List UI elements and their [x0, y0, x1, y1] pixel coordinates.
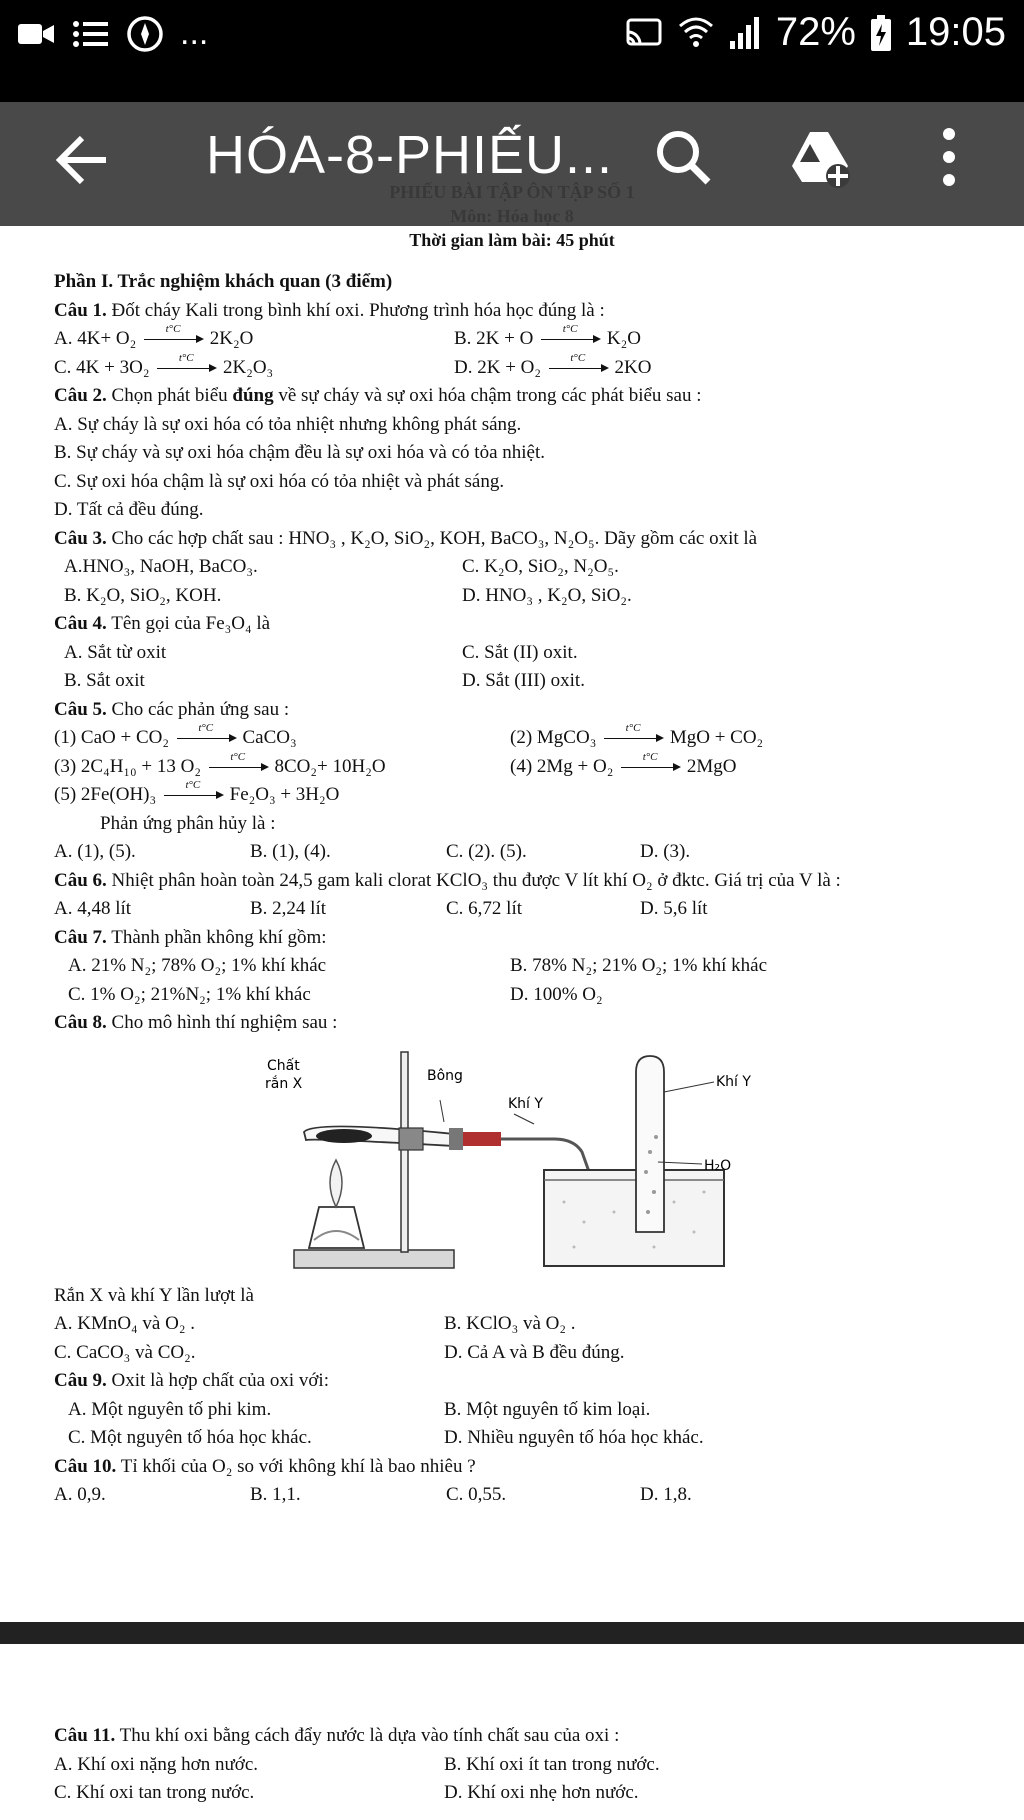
option-c: C. 4K + 3O₂ t°C 2K₂O₃ — [54, 354, 273, 383]
option-a: A. 4K+ O₂ t°C 2K₂O — [54, 325, 253, 354]
question-prompt: Phản ứng phân hủy là : — [100, 812, 276, 834]
reaction-arrow: t°C — [546, 354, 610, 383]
option-a: A.HNO₃, NaOH, BaCO₃. — [64, 556, 258, 577]
reaction-arrow: t°C — [161, 781, 225, 810]
question-prompt: Rắn X và khí Y lần lượt là — [54, 1284, 254, 1306]
option-b: B. 78% N₂; 21% O₂; 1% khí khác — [510, 955, 768, 976]
more-notifications: ... — [180, 14, 209, 52]
option-c: C. CaCO₃ và CO₂. — [54, 1341, 196, 1363]
stand-rod — [401, 1052, 408, 1252]
option-b: B. 2K + O t°C K₂O — [454, 325, 641, 354]
option-a: A. 21% N₂; 78% O₂; 1% khí khác — [68, 955, 327, 976]
video-call-icon — [16, 19, 56, 49]
collecting-tube — [636, 1056, 664, 1232]
wifi-icon — [678, 14, 714, 52]
option-a: A. Khí oxi nặng hơn nước. — [54, 1753, 259, 1775]
back-arrow-icon[interactable] — [52, 130, 112, 190]
lab-apparatus-diagram — [54, 1042, 984, 1282]
option-c: C. K₂O, SiO₂, N₂O₅. — [462, 556, 619, 577]
notification-icons — [16, 14, 208, 53]
answer-row — [54, 1310, 984, 1339]
cast-icon — [624, 16, 664, 50]
answer-row — [54, 1339, 984, 1368]
reaction-2: (2) MgCO₃ t°C MgO + CO₂ — [510, 724, 763, 753]
question-11: Câu 11. Thu khí oxi bằng cách đẩy nước là dựa vào tính chất sau của oxi : — [54, 1725, 620, 1746]
option-c: C. Khí oxi tan trong nước. — [54, 1782, 255, 1803]
reaction-row — [54, 781, 984, 810]
reaction-arrow: t°C — [154, 354, 218, 383]
part-heading: Phần I. Trắc nghiệm khách quan (3 điểm) — [54, 271, 393, 292]
clamp — [399, 1128, 423, 1150]
clock: 19:05 — [905, 10, 1006, 54]
option-d: D. 1,8. — [640, 1484, 692, 1505]
answer-row — [54, 981, 984, 1010]
more-options-icon[interactable] — [936, 122, 962, 192]
reaction-4: (4) 2Mg + O₂ t°C 2MgO — [510, 753, 736, 782]
status-bar — [0, 0, 1024, 68]
question-5: Câu 5. Cho các phản ứng sau : — [54, 698, 290, 720]
document-time: Thời gian làm bài: 45 phút — [409, 230, 615, 250]
question-6: Câu 6. Nhiệt phân hoàn toàn 24,5 gam kali clorat KClO₃ thu được V lít khí O₂ ở đktc. Giá trị của V là : — [54, 869, 841, 891]
answer-row — [54, 1481, 984, 1510]
search-icon[interactable] — [654, 122, 714, 192]
question-10: Câu 10. Tỉ khối của O₂ so với không khí là bao nhiêu ? — [54, 1455, 476, 1477]
spirit-lamp — [309, 1207, 364, 1248]
answer-row — [54, 667, 984, 696]
option-d: D. Khí oxi nhẹ hơn nước. — [444, 1782, 639, 1803]
option-c: C. 0,55. — [446, 1484, 507, 1505]
question-9: Câu 9. Oxit là hợp chất của oxi với: — [54, 1370, 329, 1391]
option-a: A. (1), (5). — [54, 841, 136, 862]
document-body — [54, 268, 984, 1510]
flame-icon — [330, 1160, 342, 1207]
solid-x — [316, 1129, 372, 1143]
experiment-figure — [54, 1042, 984, 1282]
cotton-plug — [449, 1128, 463, 1150]
option-c: C. (2). (5). — [446, 841, 527, 862]
label-cotton: Bông — [427, 1067, 463, 1084]
answer-row — [54, 895, 984, 924]
answer-row — [54, 553, 984, 582]
option-d: D. Nhiều nguyên tố hóa học khác. — [444, 1427, 704, 1448]
option-b: B. Một nguyên tố kim loại. — [444, 1398, 651, 1420]
app-bar — [0, 102, 1024, 226]
reaction-1: (1) CaO + CO₂ t°C CaCO₃ — [54, 724, 297, 753]
question-label: Câu 1. — [54, 299, 107, 321]
battery-percent: 72% — [775, 10, 856, 54]
answer-row — [54, 1751, 984, 1780]
answer-row — [54, 351, 984, 383]
option-d: D. HNO₃ , K₂O, SiO₂. — [462, 584, 632, 606]
option-b: B. (1), (4). — [250, 841, 331, 862]
option-a: A. Sắt từ oxit — [64, 641, 167, 663]
option-b: B. Sự cháy và sự oxi hóa chậm đều là sự oxi hóa và có tỏa nhiệt. — [54, 442, 546, 463]
option-b: B. KClO₃ và O₂ . — [444, 1313, 576, 1334]
answer-row — [54, 1779, 984, 1808]
option-a: A. KMnO₄ và O₂ . — [54, 1313, 195, 1334]
label-gas-left: Khí Y — [508, 1095, 543, 1112]
question-7: Câu 7. Thành phần không khí gồm: — [54, 926, 327, 948]
document-page-2 — [54, 1722, 984, 1808]
option-c: C. 1% O₂; 21%N₂; 1% khí khác — [68, 983, 311, 1005]
option-a: A. 0,9. — [54, 1484, 106, 1505]
answer-row — [54, 639, 984, 668]
label-solid-line-2: rắn X — [265, 1075, 303, 1092]
reaction-arrow: t°C — [174, 724, 238, 753]
reaction-row — [54, 724, 984, 753]
question-4: Câu 4. Tên gọi của Fe₃O₄ là — [54, 613, 271, 634]
option-d: D. Tất cả đều đúng. — [54, 499, 204, 520]
option-b: B. Khí oxi ít tan trong nước. — [444, 1753, 660, 1775]
answer-row — [54, 952, 984, 981]
question-text: Đốt cháy Kali trong bình khí oxi. Phương trình hóa học đúng là : — [111, 299, 605, 321]
option-b: B. Sắt oxit — [64, 670, 145, 691]
label-gas-right: Khí Y — [716, 1073, 751, 1090]
option-c: C. Sự oxi hóa chậm là sự oxi hóa có tỏa nhiệt và phát sáng. — [54, 470, 505, 492]
label-solid-line-1: Chất — [267, 1057, 300, 1074]
answer-row — [54, 1396, 984, 1425]
option-a: A. 4,48 lít — [54, 898, 132, 919]
add-to-drive-icon[interactable] — [788, 122, 852, 192]
app-bar-title: HÓA-8-PHIẾU... — [206, 125, 614, 185]
stand-base — [294, 1250, 454, 1268]
option-a: A. Một nguyên tố phi kim. — [68, 1398, 272, 1420]
option-d: D. 100% O₂ — [510, 983, 603, 1005]
reaction-arrow: t°C — [206, 753, 270, 782]
reaction-arrow: t°C — [538, 325, 602, 354]
question-8: Câu 8. Cho mô hình thí nghiệm sau : — [54, 1012, 338, 1033]
answer-row — [54, 582, 984, 611]
option-d: D. 2K + O₂ t°C 2KO — [454, 354, 651, 383]
option-c: C. Sắt (II) oxit. — [462, 641, 578, 663]
reaction-3: (3) 2C₄H₁₀ + 13 O₂ t°C 8CO₂+ 10H₂O — [54, 753, 386, 782]
option-d: D. Sắt (III) oxit. — [462, 670, 585, 691]
signal-icon — [728, 15, 762, 51]
water-trough — [544, 1170, 724, 1266]
option-b: B. K₂O, SiO₂, KOH. — [64, 584, 222, 606]
reaction-arrow: t°C — [601, 724, 665, 753]
option-d: D. 5,6 lít — [640, 898, 708, 919]
question-3: Câu 3. Cho các hợp chất sau : HNO₃ , K₂O, SiO₂, KOH, BaCO₃, N₂O₅. Dãy gồm các oxit là — [54, 527, 758, 549]
question-2: Câu 2. Chọn phát biểu đúng về sự cháy và sự oxi hóa chậm trong các phát biểu sau : — [54, 385, 702, 406]
option-c: C. Một nguyên tố hóa học khác. — [68, 1427, 312, 1448]
battery-icon — [870, 14, 892, 52]
page-separator — [0, 1622, 1024, 1644]
label-water: H₂O — [704, 1157, 732, 1174]
reaction-arrow: t°C — [141, 325, 205, 354]
option-b: B. 1,1. — [250, 1484, 301, 1505]
status-bar-spacer — [0, 68, 1024, 102]
option-c: C. 6,72 lít — [446, 898, 523, 919]
reaction-arrow: t°C — [618, 753, 682, 782]
option-d: D. Cả A và B đều đúng. — [444, 1341, 625, 1363]
option-d: D. (3). — [640, 841, 691, 862]
option-a: A. Sự cháy là sự oxi hóa có tỏa nhiệt nhưng không phát sáng. — [54, 413, 522, 435]
reaction-5: (5) 2Fe(OH)₃ t°C Fe₂O₃ + 3H₂O — [54, 781, 339, 810]
list-icon — [72, 18, 110, 50]
rubber-tube — [463, 1132, 501, 1146]
answer-row — [54, 1424, 984, 1453]
option-b: B. 2,24 lít — [250, 898, 327, 919]
compass-icon — [126, 15, 164, 53]
answer-row — [54, 838, 984, 867]
